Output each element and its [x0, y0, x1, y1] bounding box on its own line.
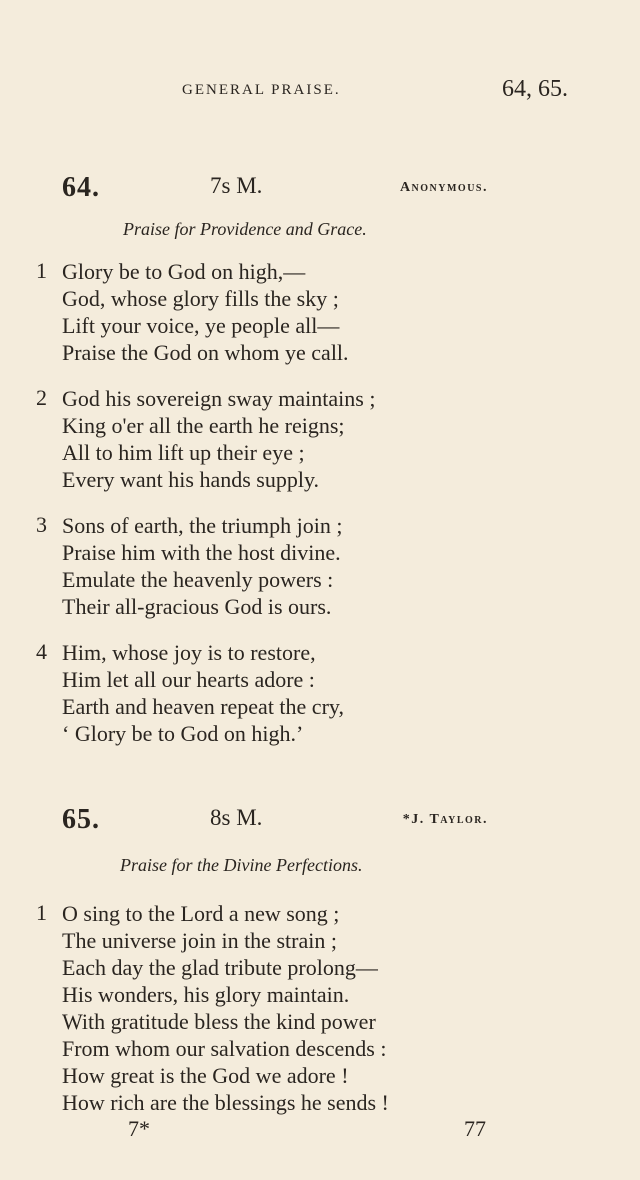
verse-line: The universe join in the strain ;	[62, 928, 337, 953]
stanza-number: 2	[36, 385, 47, 410]
verse-line: From whom our salvation descends :	[62, 1036, 387, 1061]
hymn-subtitle: Praise for Providence and Grace.	[123, 219, 367, 239]
verse-line: ‘ Glory be to God on high.’	[62, 721, 304, 746]
verse-line: With gratitude bless the kind power	[62, 1009, 376, 1034]
verse-line: Him, whose joy is to restore,	[62, 640, 316, 665]
verse-line: How rich are the blessings he sends !	[62, 1090, 389, 1115]
hymn-number: 64.	[62, 172, 100, 203]
hymn-meter: 7s M.	[210, 173, 263, 198]
running-hymn-numbers: 64, 65.	[502, 76, 568, 102]
verse-line: O sing to the Lord a new song ;	[62, 901, 340, 926]
verse-line: Lift your voice, ye people all—	[62, 313, 340, 338]
hymn-author: Anonymous.	[399, 180, 488, 195]
stanza-number: 3	[36, 512, 47, 537]
verse-line: Emulate the heavenly powers :	[62, 567, 334, 592]
verse-line: God, whose glory fills the sky ;	[62, 286, 339, 311]
hymn-author: *J. Taylor.	[402, 812, 488, 827]
signature-mark: 7*	[128, 1116, 150, 1141]
stanza-number: 4	[36, 639, 47, 664]
verse-line: Praise the God on whom ye call.	[62, 340, 349, 365]
verse-line: Glory be to God on high,—	[62, 259, 306, 284]
verse-line: Their all-gracious God is ours.	[62, 594, 332, 619]
verse-line: Each day the glad tribute prolong—	[62, 955, 378, 980]
running-title: GENERAL PRAISE.	[182, 82, 341, 98]
running-head	[0, 78, 640, 108]
hymn-number: 65.	[62, 804, 100, 835]
verse-line: How great is the God we adore !	[62, 1063, 349, 1088]
stanza-number: 1	[36, 900, 47, 925]
hymn-meter: 8s M.	[210, 805, 263, 830]
page-number: 77	[464, 1116, 486, 1141]
hymn-header-64	[0, 172, 640, 208]
verse-line: His wonders, his glory maintain.	[62, 982, 350, 1007]
stanza-number: 1	[36, 258, 47, 283]
verse-line: Him let all our hearts adore :	[62, 667, 315, 692]
verse-line: Earth and heaven repeat the cry,	[62, 694, 344, 719]
verse-line: God his sovereign sway maintains ;	[62, 386, 376, 411]
hymn-header-65	[0, 804, 640, 840]
verse-line: Sons of earth, the triumph join ;	[62, 513, 343, 538]
verse-line: All to him lift up their eye ;	[62, 440, 305, 465]
verse-line: Every want his hands supply.	[62, 467, 320, 492]
verse-line: King o'er all the earth he reigns;	[62, 413, 345, 438]
verse-line: Praise him with the host divine.	[62, 540, 341, 565]
hymn-subtitle: Praise for the Divine Perfections.	[120, 855, 363, 875]
